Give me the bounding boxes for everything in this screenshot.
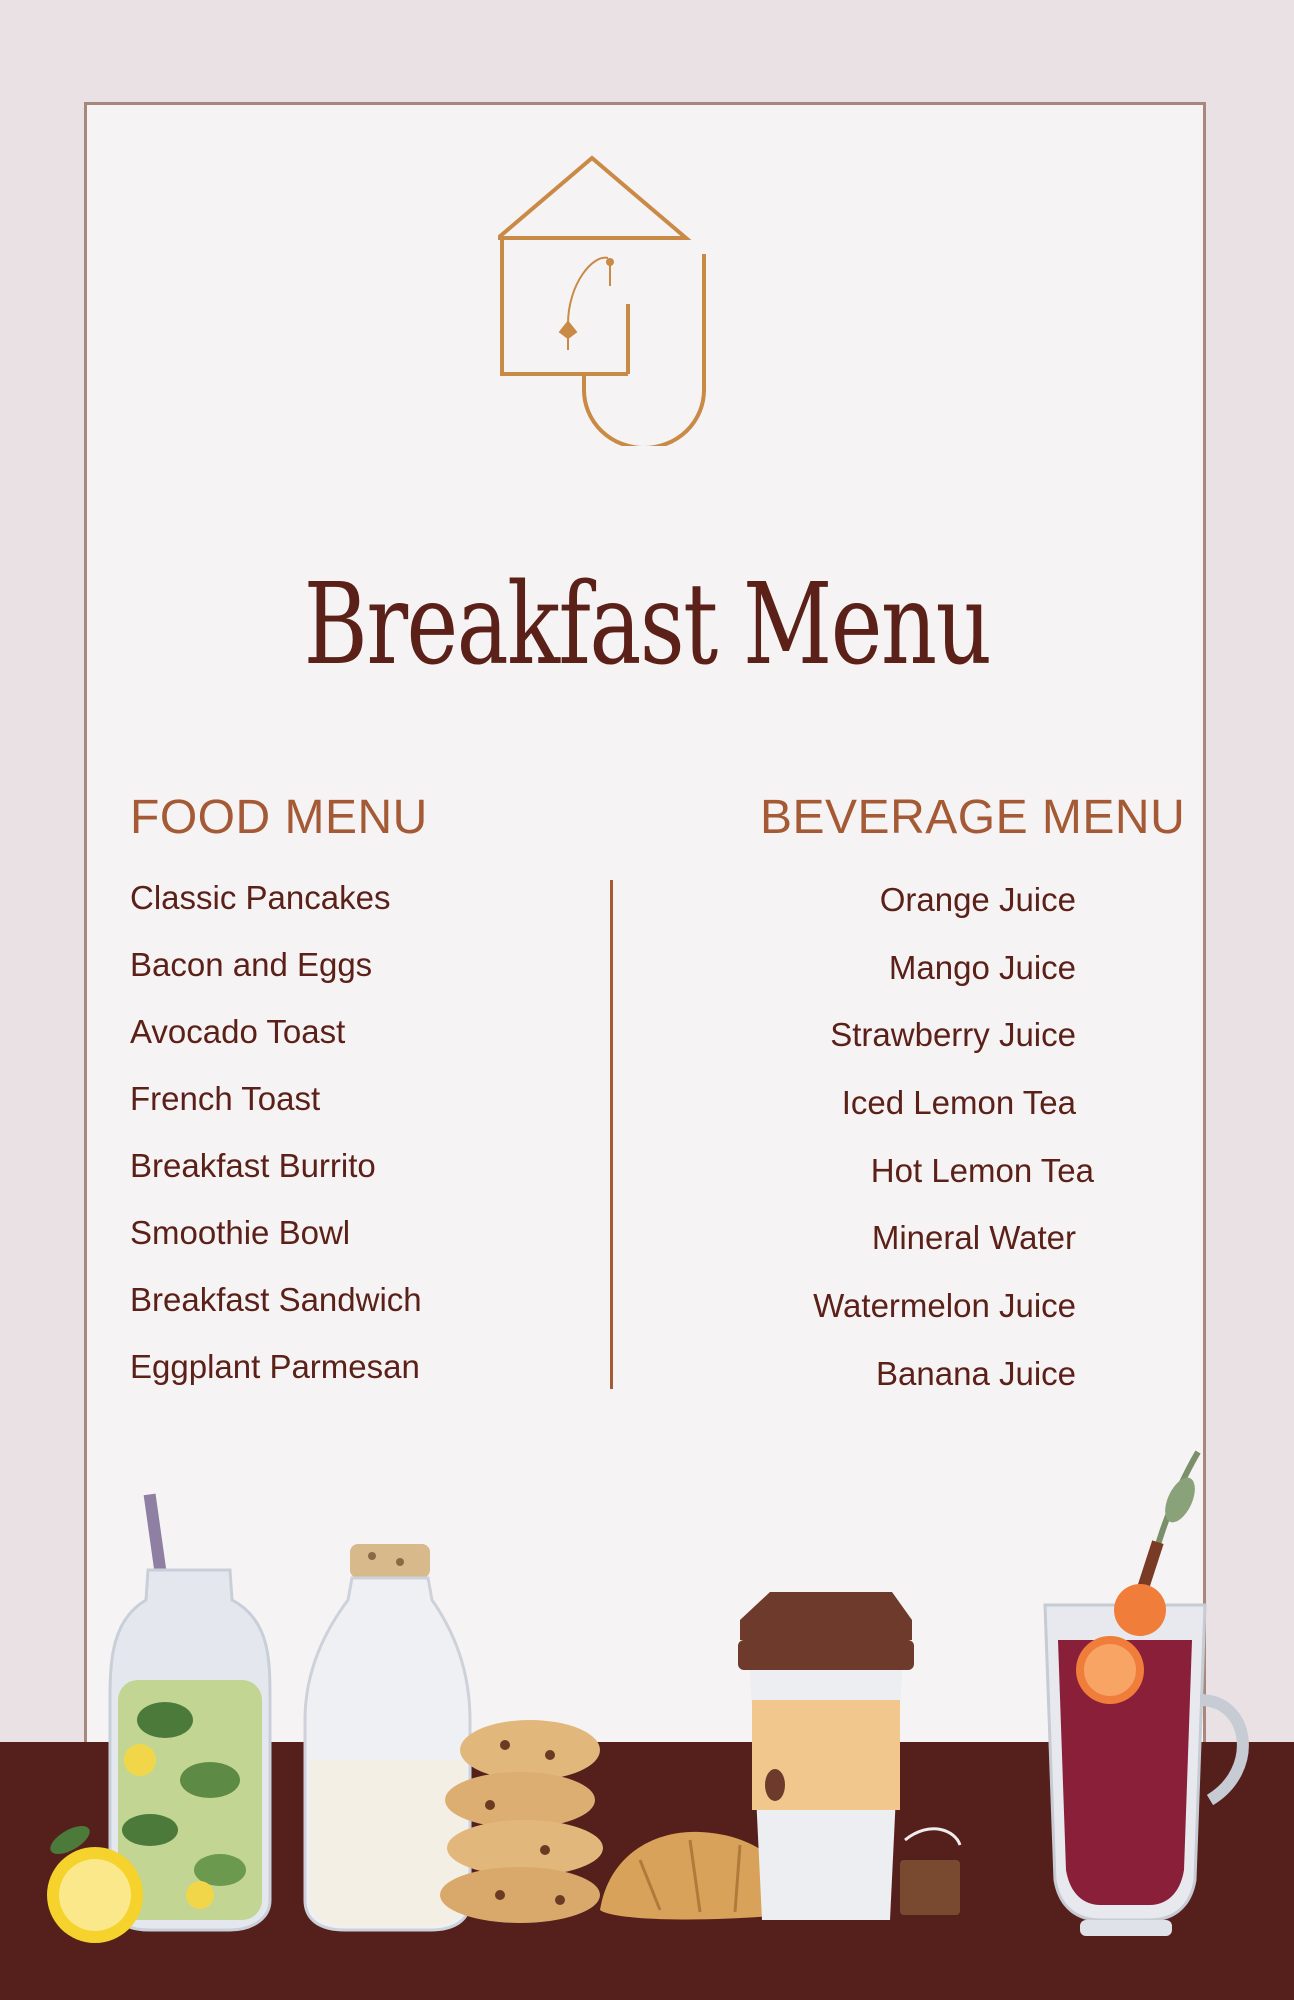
- beverage-item: Watermelon Juice: [813, 1287, 1076, 1324]
- food-item: Avocado Toast: [130, 1013, 346, 1050]
- beverage-item: Orange Juice: [879, 881, 1076, 918]
- beverage-menu-heading: BEVERAGE MENU: [760, 791, 1186, 844]
- food-menu-heading: FOOD MENU: [130, 791, 428, 844]
- mulled-wine-glass-icon: [1045, 1452, 1243, 1936]
- page-title: Breakfast Menu: [303, 560, 991, 690]
- beverage-item: Iced Lemon Tea: [841, 1084, 1076, 1121]
- beverage-item: Mineral Water: [871, 1219, 1076, 1256]
- chocolate-icon: [900, 1829, 960, 1915]
- food-item: Smoothie Bowl: [130, 1214, 351, 1251]
- food-item: Breakfast Sandwich: [130, 1281, 422, 1318]
- milk-bottle-icon: [305, 1544, 470, 1930]
- food-list: [130, 872, 422, 1408]
- beverage-item: Strawberry Juice: [830, 1016, 1076, 1053]
- food-item: Eggplant Parmesan: [130, 1348, 420, 1385]
- food-item: Bacon and Eggs: [130, 946, 373, 983]
- breakfast-illustration: [0, 1440, 1294, 2000]
- food-item: Classic Pancakes: [130, 879, 391, 916]
- lemonade-bottle-icon: [110, 1494, 270, 1930]
- beverage-item: Hot Lemon Tea: [870, 1152, 1094, 1189]
- house-logo-icon: [498, 154, 728, 446]
- food-item: French Toast: [130, 1080, 321, 1117]
- column-divider: [610, 880, 613, 1389]
- food-item: Breakfast Burrito: [130, 1147, 376, 1184]
- beverage-item: Mango Juice: [888, 949, 1076, 986]
- beverage-item: Banana Juice: [876, 1355, 1076, 1392]
- coffee-cup-icon: [738, 1592, 914, 1920]
